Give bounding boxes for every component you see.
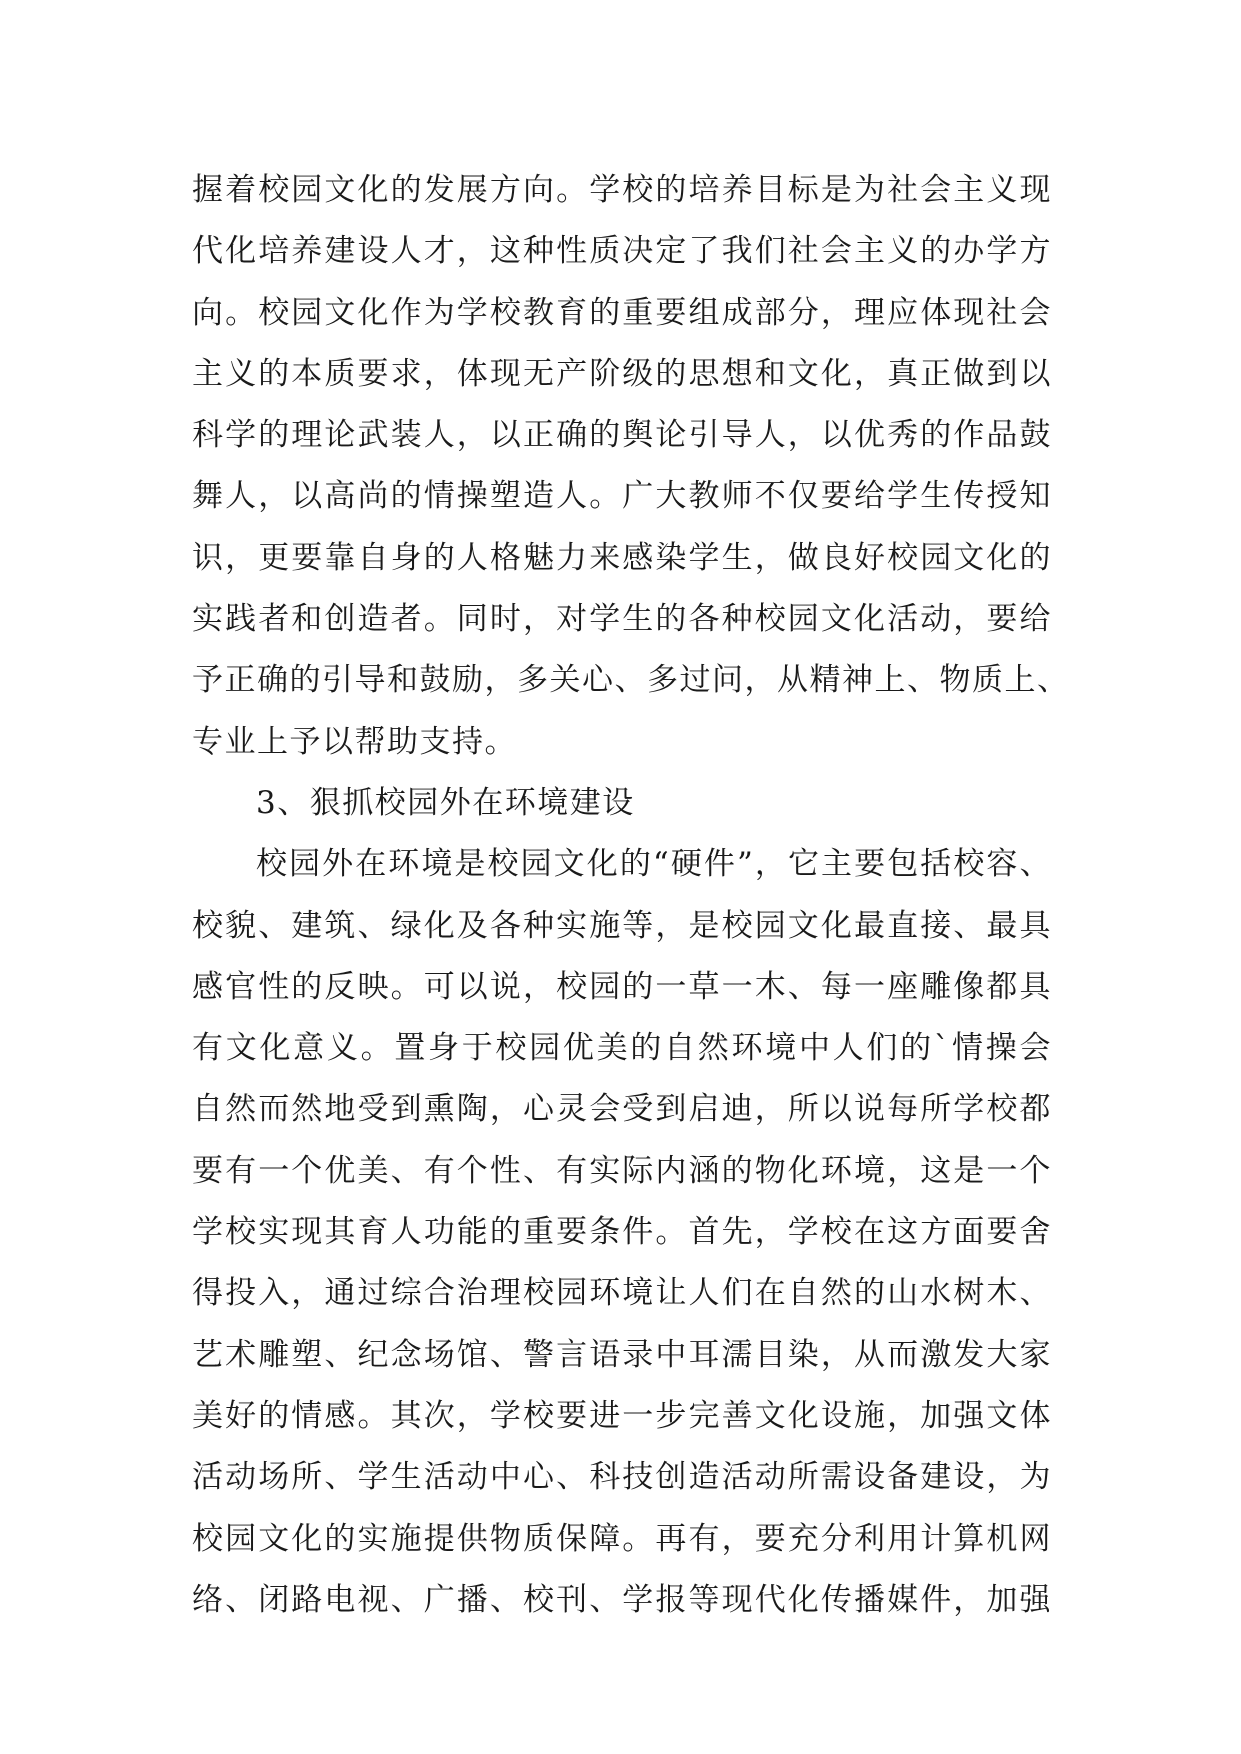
paragraph-1 bbox=[192, 160, 1070, 773]
paragraph-line: 握着校园文化的发展方向。学校的培养目标是为社会主义现 bbox=[192, 172, 1052, 208]
section-heading: 3、狠抓校园外在环境建设 bbox=[256, 784, 635, 821]
paragraph-line: 络、闭路电视、广播、校刊、学报等现代化传播媒件，加强 bbox=[192, 1581, 1052, 1618]
paragraph-line: 感官性的反映。可以说，校园的一草一木、每一座雕像都具 bbox=[192, 968, 1052, 1005]
paragraph-line: 美好的情感。其次，学校要进一步完善文化设施，加强文体 bbox=[192, 1397, 1052, 1434]
paragraph-line: 自然而然地受到熏陶，心灵会受到启迪，所以说每所学校都 bbox=[192, 1091, 1052, 1128]
paragraph-line: 代化培养建设人才，这种性质决定了我们社会主义的办学方 bbox=[192, 233, 1052, 270]
paragraph-line: 向。校园文化作为学校教育的重要组成部分，理应体现社会 bbox=[192, 294, 1052, 331]
paragraph-line: 学校实现其育人功能的重要条件。首先，学校在这方面要舍 bbox=[192, 1214, 1052, 1251]
paragraph-2 bbox=[192, 834, 1052, 1631]
paragraph-line: 要有一个优美、有个性、有实际内涵的物化环境，这是一个 bbox=[192, 1152, 1052, 1189]
paragraph-line: 校园外在环境是校园文化的“硬件”，它主要包括校容、 bbox=[256, 846, 1052, 883]
paragraph-line: 舞人，以高尚的情操塑造人。广大教师不仅要给学生传授知 bbox=[192, 478, 1052, 515]
paragraph-line: 有文化意义。置身于校园优美的自然环境中人们的`情操会 bbox=[192, 1030, 1052, 1067]
paragraph-line: 科学的理论武装人，以正确的舆论引导人，以优秀的作品鼓 bbox=[192, 417, 1052, 454]
paragraph-line: 活动场所、学生活动中心、科技创造活动所需设备建设，为 bbox=[192, 1459, 1052, 1496]
document-body bbox=[192, 160, 1070, 1631]
paragraph-line: 识，更要靠自身的人格魅力来感染学生，做良好校园文化的 bbox=[192, 539, 1052, 576]
paragraph-line: 得投入，通过综合治理校园环境让人们在自然的山水树木、 bbox=[192, 1275, 1052, 1312]
paragraph-line: 专业上予以帮助支持。 bbox=[192, 723, 517, 760]
paragraph-line: 艺术雕塑、纪念场馆、警言语录中耳濡目染，从而激发大家 bbox=[192, 1336, 1052, 1373]
paragraph-line: 校貌、建筑、绿化及各种实施等，是校园文化最直接、最具 bbox=[192, 907, 1052, 944]
paragraph-line: 校园文化的实施提供物质保障。再有，要充分利用计算机网 bbox=[192, 1520, 1052, 1557]
paragraph-line: 主义的本质要求，体现无产阶级的思想和文化，真正做到以 bbox=[192, 355, 1052, 392]
paragraph-line: 予正确的引导和鼓励，多关心、多过问，从精神上、物质上、 bbox=[192, 662, 1070, 699]
paragraph-line: 实践者和创造者。同时，对学生的各种校园文化活动，要给 bbox=[192, 601, 1052, 638]
